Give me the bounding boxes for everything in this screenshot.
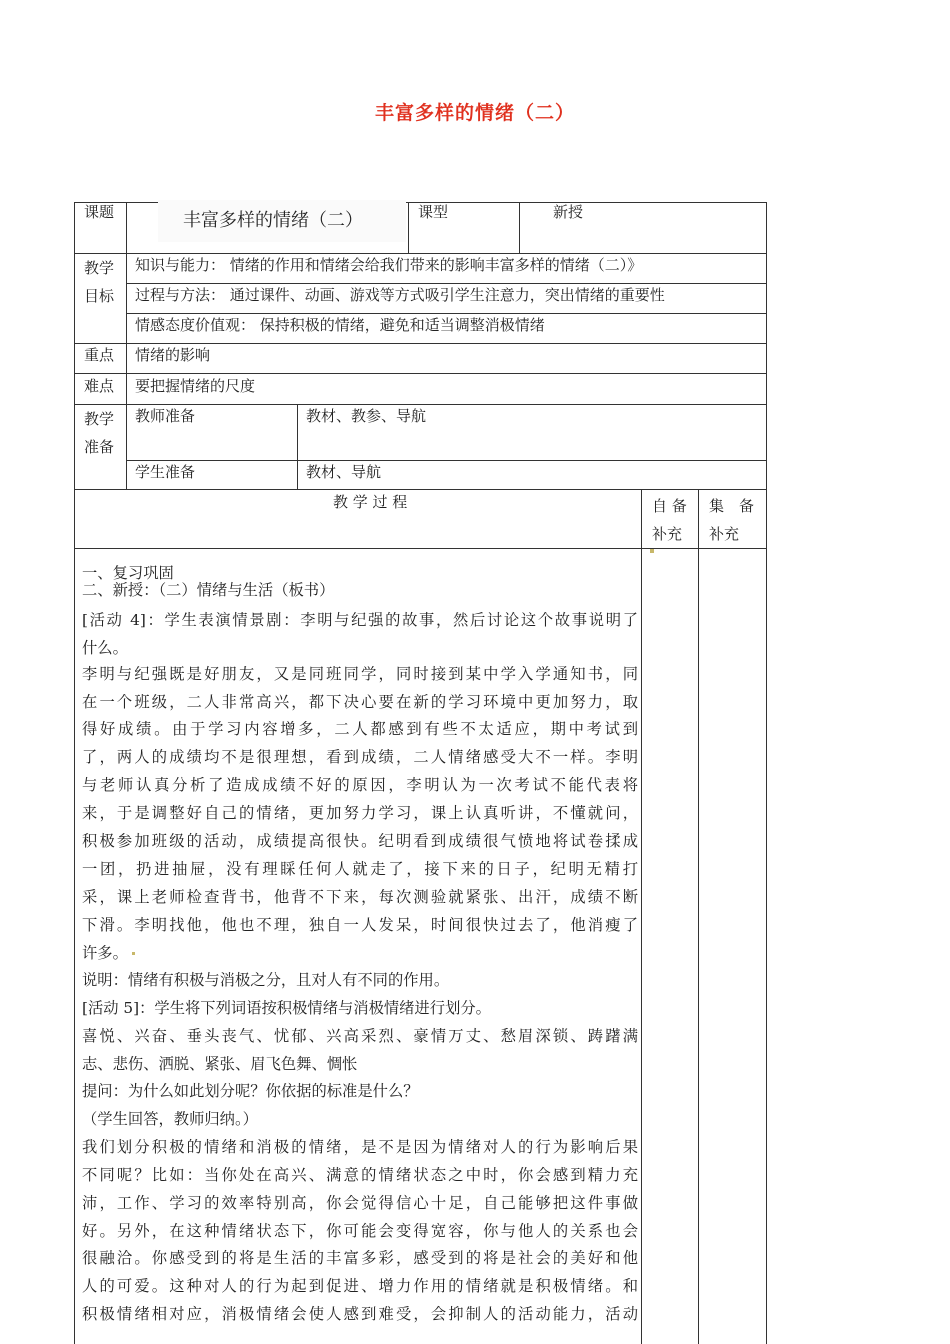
body-line: 二、新授：（二）情绪与生活（板书） (82, 581, 335, 599)
difficulty-label: 难点 (84, 377, 115, 395)
self-supplement-line-1: 自 备 (652, 497, 687, 515)
teacher-prep-label: 教师准备 (135, 407, 196, 425)
body-line: 下滑。李明找他，他也不理，独自一人发呆，时间很快过去了，他消瘦了 (82, 916, 638, 934)
prep-label-line-2: 准备 (84, 438, 115, 456)
goal-knowledge: 知识与能力： 情绪的作用和情绪会给我们带来的影响丰富多样的情绪（二）》 (135, 256, 643, 274)
body-line: 了，两人的成绩均不是很理想，看到成绩，二人情绪感受大不一样。李明 (82, 748, 638, 766)
body-line: 采，课上老师检查背书，他背不下来，每次测验就紧张、出汗，成绩不断 (82, 888, 638, 906)
body-line: 很融洽。你感受到的将是生活的丰富多彩，感受到的将是社会的美好和他 (82, 1249, 638, 1267)
body-line: 不同呢？比如：当你处在高兴、满意的情绪状态之中时，你会感到精力充 (82, 1166, 638, 1184)
prep-label (84, 405, 114, 461)
student-prep-label: 学生准备 (135, 463, 196, 481)
body-line: 在一个班级，二人非常高兴，都下决心要在新的学习环境中更加努力，取 (82, 693, 638, 711)
goals-label-line-2: 目标 (84, 287, 115, 305)
body-line: 沛，工作、学习的效率特别高，你会觉得信心十足，自己能够把这件事做 (82, 1194, 638, 1212)
process-header: 教 学 过 程 (333, 493, 408, 511)
body-line: 积极参加班级的活动，成绩提高很快。纪明看到成绩很气愤地将试卷揉成 (82, 832, 638, 850)
body-line: 得好成绩。由于学习内容增多，二人都感到有些不太适应，期中考试到 (82, 720, 638, 738)
body-line: [活动 4]：学生表演情景剧：李明与纪强的故事，然后讨论这个故事说明了 (82, 611, 638, 629)
body-line: 一、复习巩固 (82, 564, 174, 582)
goals-label-line-1: 教学 (84, 259, 115, 277)
body-line: （学生回答，教师归纳。） (82, 1110, 258, 1128)
goal-emotion: 情感态度价值观： 保持积极的情绪，避免和适当调整消极情绪 (135, 316, 545, 334)
body-line: 我们划分积极的情绪和消极的情绪，是不是因为情绪对人的行为影响后果 (82, 1138, 638, 1156)
group-supplement-line-1: 集 备 (709, 497, 755, 515)
topic-label: 课题 (84, 203, 115, 221)
difficulty-value: 要把握情绪的尺度 (135, 377, 256, 395)
body-line: 提问：为什么如此划分呢？你依据的标准是什么？ (82, 1082, 419, 1100)
body-line: 许多。 (82, 944, 128, 962)
body-line: [活动 5]：学生将下列词语按积极情绪与消极情绪进行划分。 (82, 999, 491, 1017)
topic-value-image (158, 200, 406, 242)
group-supplement-line-2: 补充 (709, 525, 740, 543)
stray-mark (650, 549, 654, 553)
goal-process: 过程与方法： 通过课件、动画、游戏等方式吸引学生注意力，突出情绪的重要性 (135, 286, 665, 304)
body-line: 一团，扔进抽屉，没有理睬任何人就走了，接下来的日子，纪明无精打 (82, 860, 638, 878)
body-line: 好。另外，在这种情绪状态下，你可能会变得宽容，你与他人的关系也会 (82, 1222, 638, 1240)
teacher-prep-value: 教材、教参、导航 (306, 407, 427, 425)
student-prep-value: 教材、导航 (306, 463, 382, 481)
body-line: 来，于是调整好自己的情绪，更加努力学习，课上认真听讲，不懂就问， (82, 804, 638, 822)
body-line: 人的可爱。这种对人的行为起到促进、增力作用的情绪就是积极情绪。和 (82, 1277, 638, 1295)
goals-label (84, 254, 114, 310)
group-supplement-header (709, 492, 754, 548)
prep-label-line-1: 教学 (84, 410, 115, 428)
body-line: 与老师认真分析了造成成绩不好的原因，李明认为一次考试不能代表将 (82, 776, 638, 794)
self-supplement-header (652, 492, 687, 548)
key-label: 重点 (84, 346, 115, 364)
topic-value: 丰富多样的情绪（二） (183, 210, 363, 231)
body-line: 志、悲伤、洒脱、紧张、眉飞色舞、惆怅 (82, 1055, 358, 1073)
body-line: 喜悦、兴奋、垂头丧气、忧郁、兴高采烈、豪情万丈、愁眉深锁、踌躇满 (82, 1027, 638, 1045)
body-line: 李明与纪强既是好朋友，又是同班同学，同时接到某中学入学通知书，同 (82, 665, 638, 683)
body-line: 积极情绪相对应，消极情绪会使人感到难受，会抑制人的活动能力，活动 (82, 1305, 638, 1323)
stray-mark (132, 952, 135, 955)
key-value: 情绪的影响 (135, 346, 211, 364)
type-value: 新授 (553, 203, 584, 221)
self-supplement-line-2: 补充 (652, 525, 683, 543)
body-line: 什么。 (82, 639, 128, 657)
document-title: 丰富多样的情绪（二） (374, 102, 575, 124)
type-label: 课型 (418, 203, 449, 221)
body-line: 说明：情绪有积极与消极之分，且对人有不同的作用。 (82, 971, 450, 989)
